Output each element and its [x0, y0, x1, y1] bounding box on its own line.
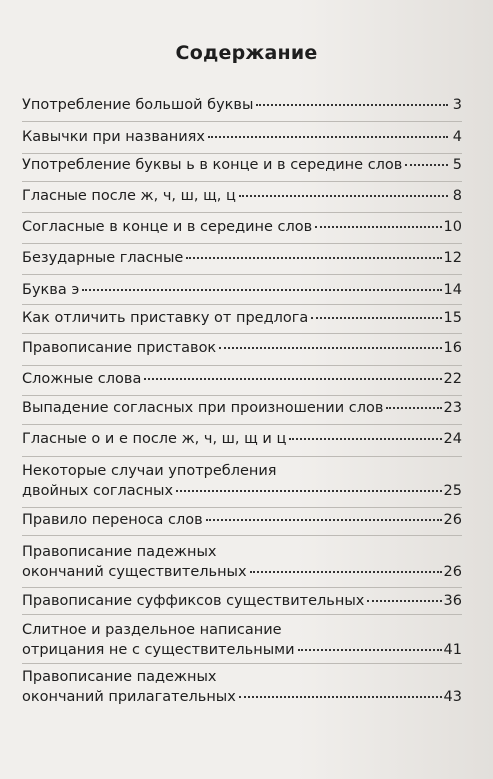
toc-entry[interactable] [22, 338, 462, 358]
toc-leader-dots [239, 194, 448, 197]
toc-entry-text: отрицания не с существительными [22, 642, 295, 658]
toc-page-number: 41 [443, 642, 462, 658]
toc-divider [22, 365, 462, 366]
toc-entry[interactable] [22, 186, 462, 206]
toc-entry-text: окончаний существительных [22, 564, 247, 580]
toc-entry-text: Сложные слова [22, 371, 142, 387]
toc-entry-text: Правописание приставок [22, 340, 217, 356]
toc-divider [22, 456, 462, 457]
toc-divider [22, 243, 462, 244]
toc-divider [22, 181, 462, 182]
toc-leader-dots [82, 288, 441, 291]
toc-leader-dots [250, 570, 442, 573]
toc-entry[interactable] [22, 155, 462, 175]
toc-entry-text: Буква э [22, 282, 80, 298]
toc-entry[interactable] [22, 127, 462, 147]
toc-leader-dots [219, 346, 441, 349]
toc-entry[interactable] [22, 280, 462, 300]
toc-entry[interactable] [22, 308, 462, 328]
toc-leader-dots [186, 256, 441, 259]
toc-leader-dots [311, 316, 441, 319]
toc-page-number: 25 [443, 483, 462, 499]
toc-entry[interactable] [22, 542, 462, 582]
toc-entry-text: Безударные гласные [22, 250, 184, 266]
toc-entry-text-line1: Правописание падежных [22, 544, 217, 560]
toc-page-number: 26 [443, 512, 462, 528]
toc-divider [22, 274, 462, 275]
toc-divider [22, 535, 462, 536]
toc-page-number: 26 [443, 564, 462, 580]
toc-divider [22, 614, 462, 615]
toc-page-number: 4 [452, 129, 462, 145]
toc-divider [22, 212, 462, 213]
toc-divider [22, 663, 462, 664]
toc-divider [22, 395, 462, 396]
toc-entry[interactable] [22, 461, 462, 501]
toc-page-number: 43 [443, 689, 462, 705]
toc-leader-dots [386, 406, 441, 409]
toc-leader-dots [176, 489, 441, 492]
toc-entry-text: Согласные в конце и в середине слов [22, 219, 313, 235]
toc-entry[interactable] [22, 398, 462, 418]
toc-leader-dots [239, 695, 442, 698]
toc-page-number: 10 [443, 219, 462, 235]
toc-page-number: 22 [443, 371, 462, 387]
toc-leader-dots [405, 163, 448, 166]
toc-entry-text-line1: Слитное и раздельное написание [22, 622, 282, 638]
toc-leader-dots [367, 599, 441, 602]
toc-divider [22, 304, 462, 305]
toc-page-number: 24 [443, 431, 462, 447]
toc-divider [22, 153, 462, 154]
toc-leader-dots [208, 135, 448, 138]
toc-page-number: 3 [452, 97, 462, 113]
toc-entry[interactable] [22, 591, 462, 611]
toc-entry[interactable] [22, 620, 462, 660]
toc-entry-text: Выпадение согласных при произношении слов [22, 400, 384, 416]
toc-entry[interactable] [22, 369, 462, 389]
toc-divider [22, 424, 462, 425]
toc-leader-dots [315, 225, 441, 228]
toc-entry-text: Как отличить приставку от предлога [22, 310, 309, 326]
toc-page-number: 5 [452, 157, 462, 173]
toc-entry-text: Употребление буквы ь в конце и в середине слов [22, 157, 403, 173]
toc-entry[interactable] [22, 217, 462, 237]
toc-leader-dots [206, 518, 442, 521]
toc-divider [22, 507, 462, 508]
toc-leader-dots [256, 103, 448, 106]
toc-entry-text: Кавычки при названиях [22, 129, 205, 145]
toc-entry[interactable] [22, 510, 462, 530]
toc-entry-text: Правило переноса слов [22, 512, 203, 528]
toc-entry-text: Гласные о и е после ж, ч, ш, щ и ц [22, 431, 287, 447]
page-title: Содержание [175, 42, 318, 64]
toc-page-number: 36 [443, 593, 462, 609]
toc-entry[interactable] [22, 248, 462, 268]
toc-leader-dots [144, 377, 441, 380]
toc-entry[interactable] [22, 95, 462, 115]
toc-page-number: 23 [443, 400, 462, 416]
toc-page-number: 15 [443, 310, 462, 326]
toc-entry-text-line1: Некоторые случаи употребления [22, 463, 277, 479]
toc-page-number: 8 [452, 188, 462, 204]
toc-entry[interactable] [22, 429, 462, 449]
toc-entry-text: Употребление большой буквы [22, 97, 254, 113]
toc-page-number: 12 [443, 250, 462, 266]
toc-divider [22, 333, 462, 334]
toc-leader-dots [289, 437, 441, 440]
toc-divider [22, 121, 462, 122]
toc-divider [22, 587, 462, 588]
toc-entry-text: Правописание суффиксов существительных [22, 593, 365, 609]
toc-leader-dots [298, 648, 442, 651]
toc-entry-text: Гласные после ж, ч, ш, щ, ц [22, 188, 236, 204]
toc-entry-text: двойных согласных [22, 483, 174, 499]
toc-page-number: 14 [443, 282, 462, 298]
toc-entry-text-line1: Правописание падежных [22, 669, 217, 685]
toc-entry-text: окончаний прилагательных [22, 689, 236, 705]
toc-page-number: 16 [443, 340, 462, 356]
toc-entry[interactable] [22, 667, 462, 707]
